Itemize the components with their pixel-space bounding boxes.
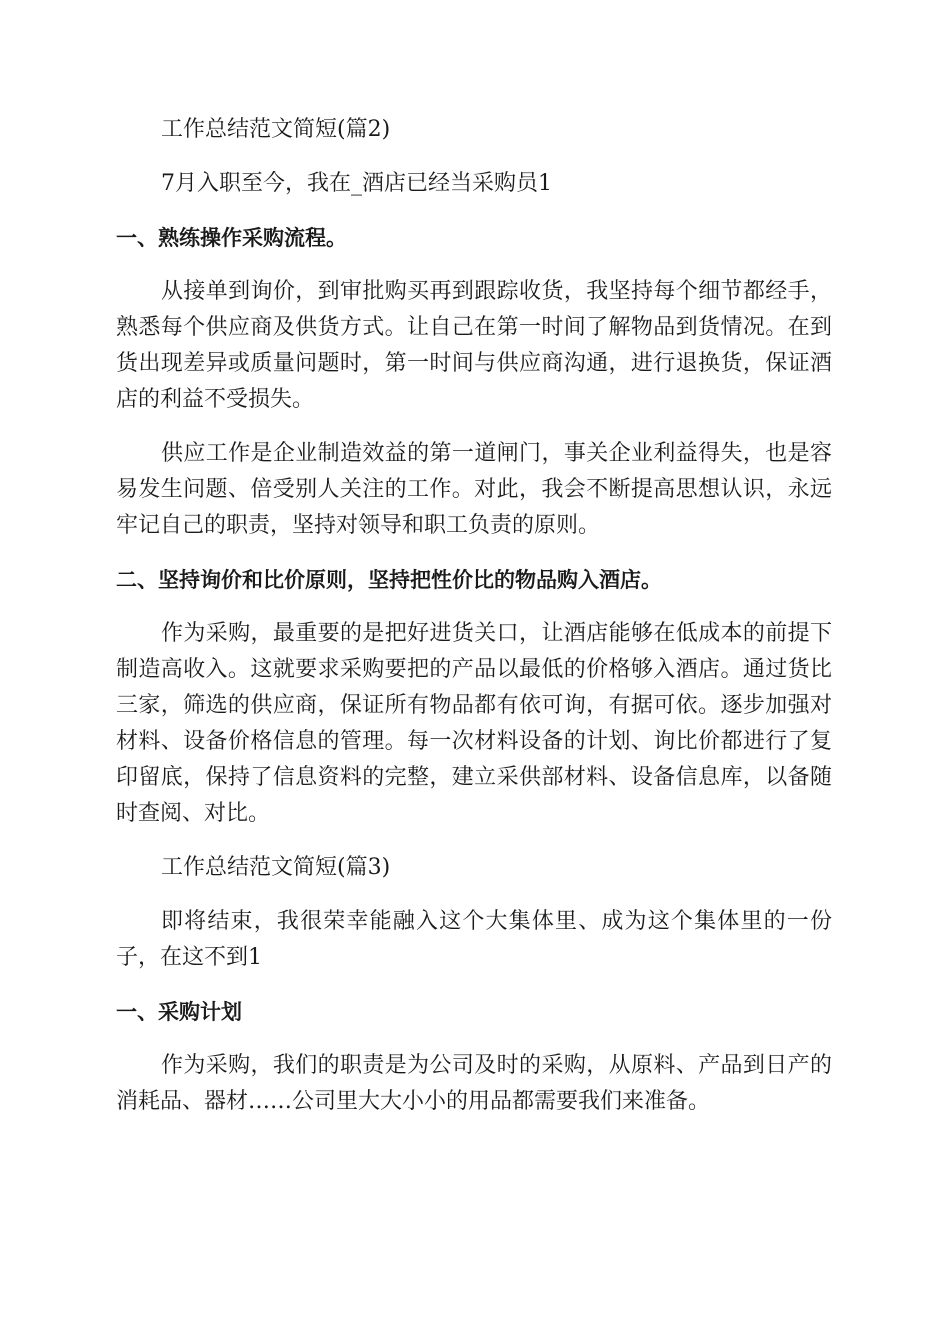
body-paragraph: 作为采购，我们的职责是为公司及时的采购，从原料、产品到日产的消耗品、器材……公司里大大小小的用品都需要我们来准备。 — [116, 1053, 832, 1114]
intro-paragraph-2: 7月入职至今，我在_酒店已经当采购员1 — [161, 171, 552, 196]
section-heading-procurement-plan: 一、采购计划 — [116, 1000, 242, 1024]
body-paragraph: 供应工作是企业制造效益的第一道闸门，事关企业利益得失，也是容易发生问题、倍受别人关注的工作。对此，我会不断提高思想认识，永远牢记自己的职责，坚持对领导和职工负责的原则。 — [116, 441, 832, 538]
body-paragraph: 从接单到询价，到审批购买再到跟踪收货，我坚持每个细节都经手，熟悉每个供应商及供货方式。让自己在第一时间了解物品到货情况。在到货出现差异或质量问题时，第一时间与供应商沟通，进行退换货，保证酒店的利益不受损失。 — [116, 279, 832, 412]
body-paragraph: 作为采购，最重要的是把好进货关口，让酒店能够在低成本的前提下制造高收入。这就要求采购要把的产品以最低的价格够入酒店。通过货比三家，筛选的供应商，保证所有物品都有依可询，有据可依。逐步加强对材料、设备价格信息的管理。每一次材料设备的计划、询比价都进行了复印留底，保持了信息资料的完整，建立采供部材料、设备信息库，以备随时查阅、对比。 — [116, 621, 832, 826]
section-heading-price-comparison: 二、坚持询价和比价原则，坚持把性价比的物品购入酒店。 — [116, 568, 662, 592]
article-title-2: 工作总结范文简短(篇2) — [161, 117, 391, 142]
intro-paragraph-3: 即将结束，我很荣幸能融入这个大集体里、成为这个集体里的一份子，在这不到1 — [116, 909, 832, 970]
document-page — [116, 112, 832, 1120]
section-heading-procurement-process: 一、熟练操作采购流程。 — [116, 226, 347, 250]
article-title-3: 工作总结范文简短(篇3) — [161, 855, 391, 880]
